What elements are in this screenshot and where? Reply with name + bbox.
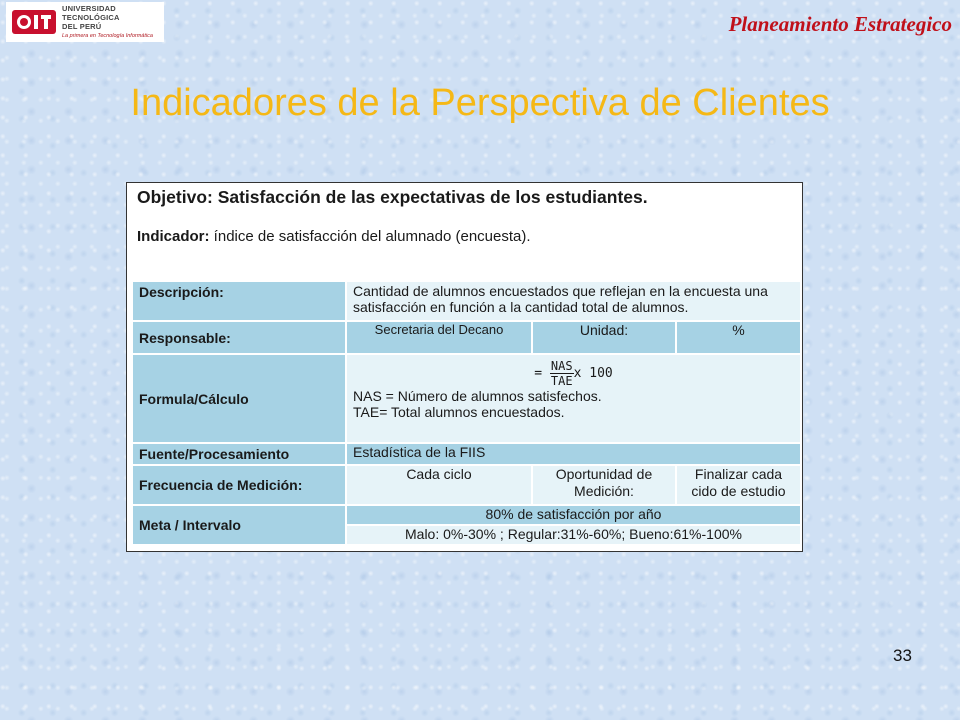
utp-logo-icon — [12, 6, 58, 38]
fuente-value: Estadística de la FIIS — [346, 443, 801, 465]
objective-text: Objetivo: Satisfacción de las expectativas de los estudiantes. — [137, 187, 648, 207]
indicator-sheet — [126, 182, 803, 552]
frecuencia-label: Frecuencia de Medición: — [132, 465, 346, 505]
table-row-descripcion — [132, 281, 801, 321]
formula-nas-def: NAS = Número de alumnos satisfechos. — [353, 388, 602, 404]
formula-mult: x 100 — [573, 366, 613, 381]
frecuencia-value: Cada ciclo — [346, 465, 532, 505]
meta-value: 80% de satisfacción por año — [346, 505, 801, 525]
formula-value — [346, 354, 801, 443]
meta-intervalo: Malo: 0%-30% ; Regular:31%-60%; Bueno:61%-100% — [346, 525, 801, 545]
unidad-label: Unidad: — [532, 321, 676, 354]
slide-title: Indicadores de la Perspectiva de Clientes — [130, 82, 830, 124]
formula-tae-def: TAE= Total alumnos encuestados. — [353, 404, 565, 420]
indicator-table — [131, 280, 802, 546]
indicator-value: índice de satisfacción del alumnado (encuesta). — [209, 228, 531, 245]
table-row-formula — [132, 354, 801, 443]
page-number: 33 — [893, 646, 912, 665]
fuente-label: Fuente/Procesamiento — [132, 443, 346, 465]
table-row-responsable — [132, 321, 801, 354]
oportunidad-value: Finalizar cada cido de estudio — [676, 465, 801, 505]
meta-label: Meta / Intervalo — [132, 505, 346, 545]
unidad-value: % — [676, 321, 801, 354]
indicator-line — [137, 228, 531, 245]
logo-tagline: La primera en Tecnología Informática — [62, 32, 153, 39]
header-brand: Planeamiento Estrategico — [728, 12, 952, 36]
oportunidad-label: Oportunidad de Medición: — [532, 465, 676, 505]
responsable-value: Secretaria del Decano — [346, 321, 532, 354]
formula-label: Formula/Cálculo — [132, 354, 346, 443]
university-logo — [6, 2, 164, 42]
formula-denominator: TAE — [550, 374, 573, 388]
formula-fraction — [550, 359, 574, 388]
descripcion-value: Cantidad de alumnos encuestados que reflejan en la encuesta una satisfacción en función a la cantidad total de alumnos. — [346, 281, 801, 321]
table-row-meta — [132, 505, 801, 525]
indicator-label: Indicador: — [137, 228, 210, 245]
descripcion-label: Descripción: — [132, 281, 346, 321]
formula-numerator: NAS — [550, 359, 573, 373]
logo-line-1: UNIVERSIDAD — [62, 3, 116, 13]
logo-line-2: TECNOLÓGICA — [62, 12, 120, 22]
formula-eq: = — [534, 366, 543, 381]
table-row-frecuencia — [132, 465, 801, 505]
formula-expression — [353, 359, 794, 388]
table-row-fuente — [132, 443, 801, 465]
logo-line-3: DEL PERÚ — [62, 21, 102, 31]
responsable-label: Responsable: — [132, 321, 346, 354]
